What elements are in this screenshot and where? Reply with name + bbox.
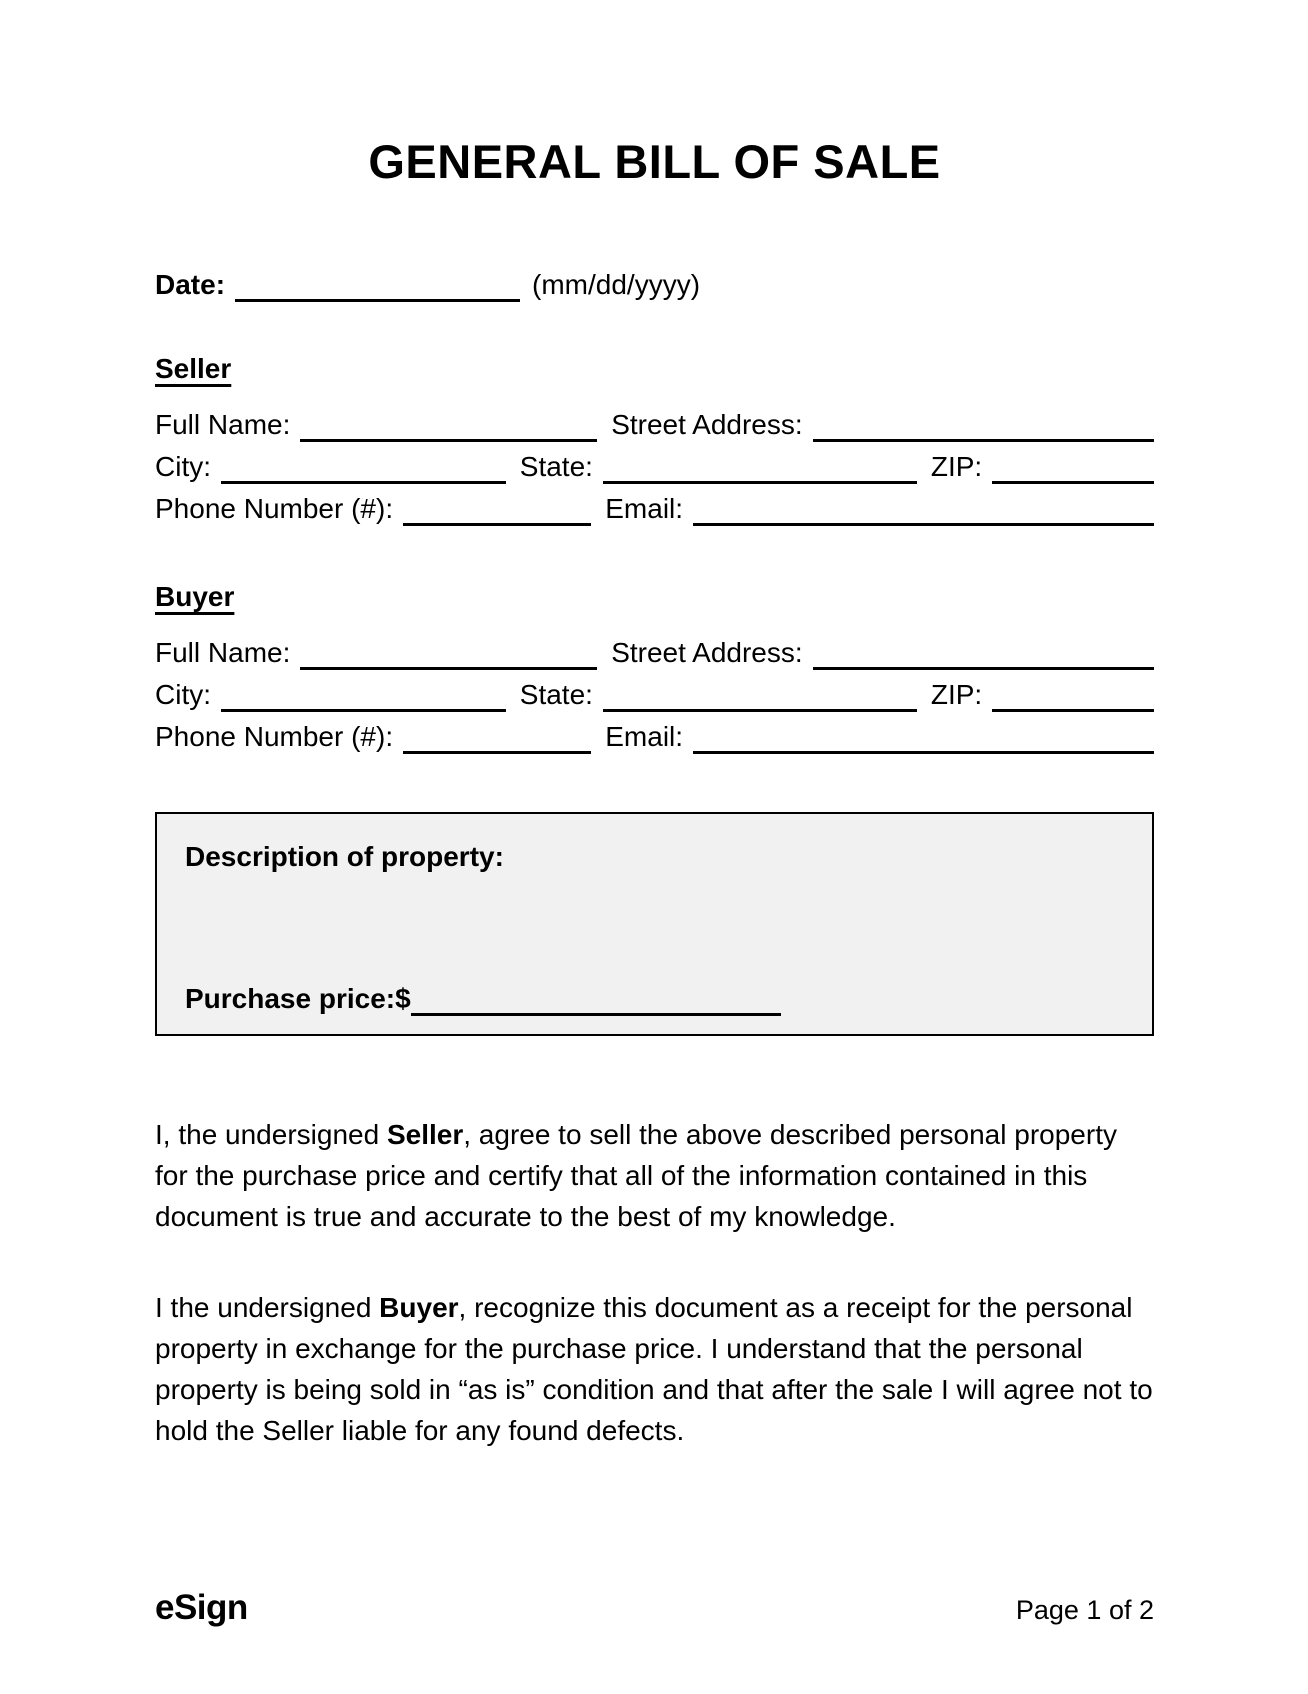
property-description-box: [155, 812, 1154, 1036]
date-label: Date:: [155, 268, 226, 300]
page-footer: [155, 1588, 1154, 1628]
esign-logo: eSign: [155, 1588, 248, 1627]
buyer-full-name-label: Full Name:: [155, 636, 291, 668]
page-indicator: Page 1 of 2: [1015, 1595, 1154, 1625]
buyer-phone-email-row: [155, 720, 1154, 754]
seller-city-field[interactable]: [221, 450, 506, 484]
purchase-price-label: Purchase price:: [185, 982, 396, 1014]
seller-street-address-label: Street Address:: [611, 408, 803, 440]
buyer-city-field[interactable]: [221, 678, 506, 712]
date-row: [155, 268, 1154, 302]
buyer-name-address-row: [155, 636, 1154, 670]
buyer-agreement-paragraph: [155, 1287, 1154, 1451]
seller-fields: [155, 408, 1154, 526]
buyer-fields: [155, 636, 1154, 754]
buyer-paragraph-rest: , recognize this document as a receipt for the personal property in exchange for the purchase price. I understand that the personal property is being sold in “as is” condition and that after the sale I will agree not to hold the Seller liable for any found defects.: [155, 1291, 1153, 1446]
purchase-price-row: [185, 982, 1122, 1016]
currency-symbol: $: [395, 982, 411, 1014]
seller-name-address-row: [155, 408, 1154, 442]
seller-street-address-field[interactable]: [813, 408, 1154, 442]
buyer-street-address-field[interactable]: [813, 636, 1154, 670]
seller-section-heading: Seller: [155, 352, 232, 384]
date-field[interactable]: [235, 268, 520, 302]
buyer-city-label: City:: [155, 678, 211, 710]
seller-state-field[interactable]: [603, 450, 917, 484]
seller-paragraph-emphasis: Seller: [386, 1118, 464, 1150]
seller-city-state-zip-row: [155, 450, 1154, 484]
buyer-full-name-field[interactable]: [300, 636, 597, 670]
purchase-price-field[interactable]: [411, 982, 781, 1016]
seller-paragraph-prefix: I, the undersigned: [155, 1118, 387, 1150]
buyer-street-address-label: Street Address:: [611, 636, 803, 668]
seller-zip-field[interactable]: [992, 450, 1154, 484]
seller-email-field[interactable]: [693, 492, 1154, 526]
buyer-city-state-zip-row: [155, 678, 1154, 712]
seller-paragraph-rest: , agree to sell the above described personal property for the purchase price and certify that all of the information contained in this document is true and accurate to the best of my knowledge.: [155, 1118, 1117, 1232]
buyer-phone-label: Phone Number (#):: [155, 720, 394, 752]
buyer-email-label: Email:: [605, 720, 684, 752]
seller-phone-email-row: [155, 492, 1154, 526]
buyer-phone-field[interactable]: [403, 720, 591, 754]
seller-city-label: City:: [155, 450, 211, 482]
property-description-field[interactable]: [185, 874, 1122, 982]
seller-email-label: Email:: [605, 492, 684, 524]
buyer-section-heading: Buyer: [155, 580, 235, 612]
buyer-paragraph-emphasis: Buyer: [379, 1291, 459, 1323]
seller-state-label: State:: [519, 450, 593, 482]
buyer-email-field[interactable]: [693, 720, 1154, 754]
seller-phone-field[interactable]: [403, 492, 591, 526]
seller-zip-label: ZIP:: [930, 450, 983, 482]
date-format-hint: (mm/dd/yyyy): [532, 268, 701, 300]
property-description-label: Description of property:: [185, 840, 504, 872]
buyer-state-field[interactable]: [603, 678, 917, 712]
buyer-paragraph-prefix: I the undersigned: [155, 1291, 380, 1323]
seller-full-name-field[interactable]: [300, 408, 597, 442]
seller-phone-label: Phone Number (#):: [155, 492, 394, 524]
seller-agreement-paragraph: [155, 1114, 1154, 1237]
buyer-zip-label: ZIP:: [930, 678, 983, 710]
buyer-zip-field[interactable]: [992, 678, 1154, 712]
seller-full-name-label: Full Name:: [155, 408, 291, 440]
buyer-state-label: State:: [519, 678, 593, 710]
page-title: GENERAL BILL OF SALE: [368, 135, 941, 188]
